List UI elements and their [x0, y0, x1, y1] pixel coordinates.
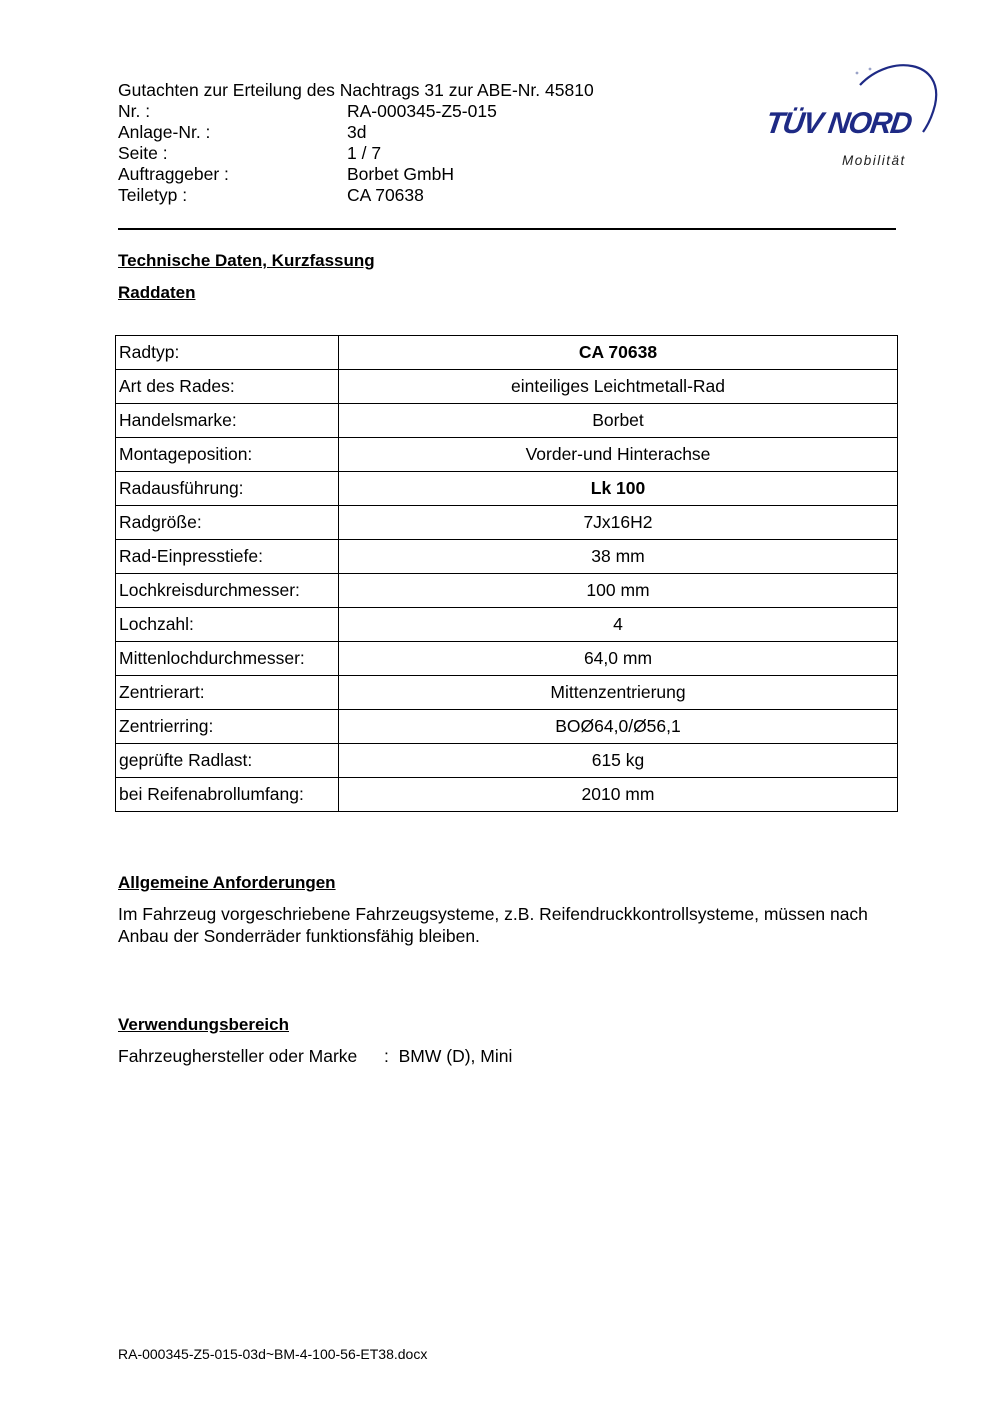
table-row [116, 472, 898, 506]
row-value: einteiliges Leichtmetall-Rad [339, 370, 898, 404]
table-row [116, 744, 898, 778]
table-row [116, 608, 898, 642]
row-value: 64,0 mm [339, 642, 898, 676]
row-label: Art des Rades: [116, 370, 339, 404]
raddaten-table [115, 335, 898, 812]
row-label: Radgröße: [116, 506, 339, 540]
allgemeine-text: Im Fahrzeug vorgeschriebene Fahrzeugsysteme, z.B. Reifendruckkontrollsysteme, müssen nach Anbau der Sonderräder funktionsfähig bleiben. [118, 904, 868, 946]
header-row-auftraggeber [118, 164, 594, 185]
row-value: 615 kg [339, 744, 898, 778]
section-technische-daten: Technische Daten, Kurzfassung [118, 251, 375, 270]
row-label: Zentrierart: [116, 676, 339, 710]
row-label: Handelsmarke: [116, 404, 339, 438]
table-row [116, 710, 898, 744]
header-row-seite [118, 143, 594, 164]
row-label: geprüfte Radlast: [116, 744, 339, 778]
verwendung-row [118, 1046, 512, 1067]
table-row [116, 778, 898, 812]
verwendung-key: Fahrzeughersteller oder Marke [118, 1046, 358, 1066]
table-row [116, 438, 898, 472]
row-value: Mittenzentrierung [339, 676, 898, 710]
header-value: 1 / 7 [347, 143, 382, 163]
logo-tagline: Mobilität [842, 153, 906, 168]
row-value: Vorder-und Hinterachse [339, 438, 898, 472]
header-title: Gutachten zur Erteilung des Nachtrags 31 zur ABE-Nr. 45810 [118, 80, 594, 100]
row-label: Lochzahl: [116, 608, 339, 642]
row-label: Rad-Einpresstiefe: [116, 540, 339, 574]
footer-filename: RA-000345-Z5-015-03d~BM-4-100-56-ET38.docx [118, 1346, 428, 1362]
row-value: 4 [339, 608, 898, 642]
row-value: 38 mm [339, 540, 898, 574]
row-label: Radtyp: [116, 336, 339, 370]
header-row-nr [118, 101, 594, 122]
row-value: 100 mm [339, 574, 898, 608]
row-label: Mittenlochdurchmesser: [116, 642, 339, 676]
table-row [116, 676, 898, 710]
logo-brand: TÜV NORD [763, 107, 914, 140]
header-value: RA-000345-Z5-015 [347, 101, 497, 121]
table-row [116, 642, 898, 676]
header-value: Borbet GmbH [347, 164, 454, 184]
header-key: Teiletyp : [118, 185, 188, 205]
header-row-teiletyp [118, 185, 594, 206]
header-key: Auftraggeber : [118, 164, 229, 184]
table-row [116, 370, 898, 404]
row-value: Lk 100 [339, 472, 898, 506]
tuv-nord-logo [760, 55, 945, 175]
row-label: Montageposition: [116, 438, 339, 472]
verwendung-value: BMW (D), Mini [398, 1046, 513, 1066]
table-row [116, 540, 898, 574]
row-label: Zentrierring: [116, 710, 339, 744]
section-verwendungsbereich: Verwendungsbereich [118, 1015, 289, 1034]
section-allgemeine-anforderungen: Allgemeine Anforderungen [118, 873, 336, 892]
row-value: BOØ64,0/Ø56,1 [339, 710, 898, 744]
header-key: Nr. : [118, 101, 151, 121]
header-value: CA 70638 [347, 185, 424, 205]
row-value: 2010 mm [339, 778, 898, 812]
row-value: Borbet [339, 404, 898, 438]
table-row [116, 404, 898, 438]
row-label: bei Reifenabrollumfang: [116, 778, 339, 812]
table-row [116, 336, 898, 370]
header-divider [118, 228, 896, 230]
section-raddaten: Raddaten [118, 283, 196, 302]
header-key: Seite : [118, 143, 168, 163]
row-value: CA 70638 [339, 336, 898, 370]
header-row-anlage [118, 122, 594, 143]
header-key: Anlage-Nr. : [118, 122, 211, 142]
row-label: Radausführung: [116, 472, 339, 506]
row-label: Lochkreisdurchmesser: [116, 574, 339, 608]
header-value: 3d [347, 122, 367, 142]
row-value: 7Jx16H2 [339, 506, 898, 540]
table-row [116, 574, 898, 608]
verwendung-sep: : [384, 1046, 389, 1066]
document-header [118, 80, 594, 206]
table-row [116, 506, 898, 540]
